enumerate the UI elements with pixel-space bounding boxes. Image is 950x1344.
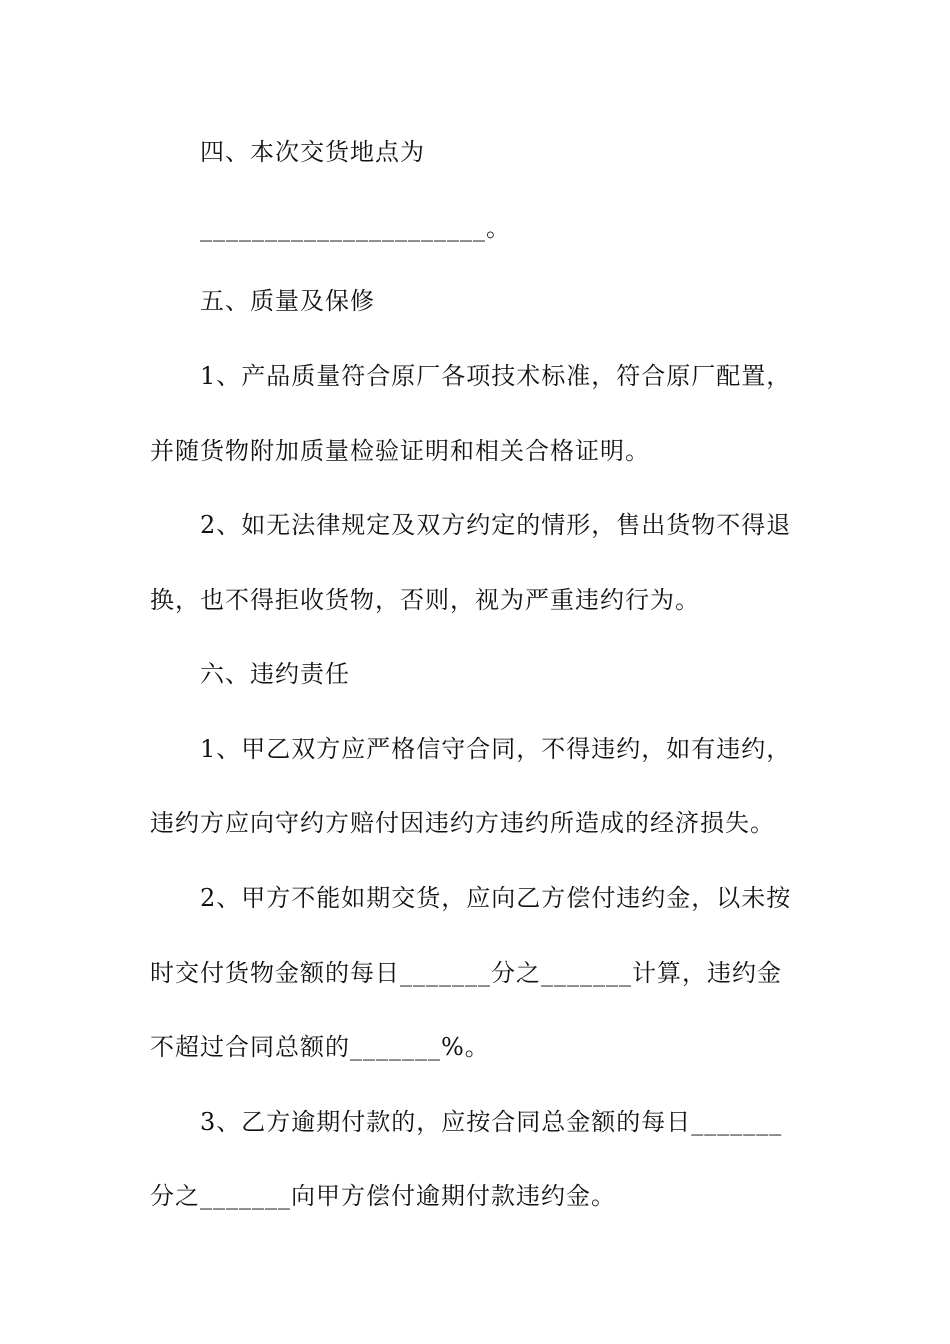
quality-clause-2-line-2: 换，也不得拒收货物，否则，视为严重违约行为。 (150, 586, 700, 614)
section-heading-liability: 六、违约责任 (200, 660, 350, 688)
liability-clause-3-line-2: 分之_______向甲方偿付逾期付款违约金。 (150, 1182, 616, 1210)
liability-clause-1-line-2: 违约方应向守约方赔付因违约方违约所造成的经济损失。 (150, 809, 775, 837)
quality-clause-1-line-1: 1、产品质量符合原厂各项技术标准，符合原厂配置， (200, 362, 792, 390)
liability-clause-1-line-1: 1、甲乙双方应严格信守合同，不得违约，如有违约， (200, 735, 792, 763)
quality-clause-2-line-1: 2、如无法律规定及双方约定的情形，售出货物不得退 (200, 511, 792, 539)
liability-clause-2-line-1: 2、甲方不能如期交货，应向乙方偿付违约金，以未按 (200, 884, 792, 912)
delivery-location-blank: ______________________。 (200, 214, 511, 242)
section-heading-delivery-location: 四、本次交货地点为 (200, 138, 425, 166)
liability-clause-3-line-1: 3、乙方逾期付款的，应按合同总金额的每日_______ (200, 1108, 783, 1136)
section-heading-quality-warranty: 五、质量及保修 (200, 287, 375, 315)
liability-clause-2-line-2: 时交付货物金额的每日_______分之_______计算，违约金 (150, 959, 782, 987)
quality-clause-1-line-2: 并随货物附加质量检验证明和相关合格证明。 (150, 437, 650, 465)
liability-clause-2-line-3: 不超过合同总额的_______%。 (150, 1033, 490, 1061)
